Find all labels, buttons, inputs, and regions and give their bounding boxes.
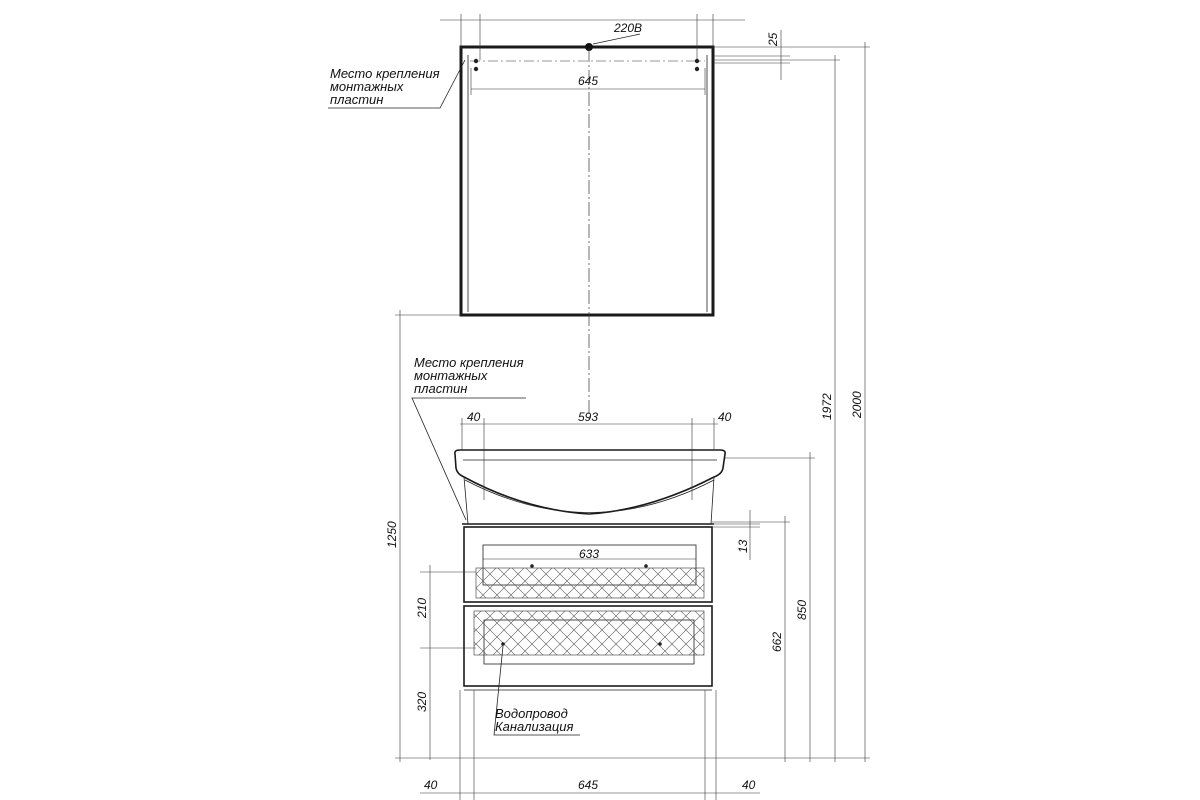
power-label: 220В	[614, 21, 643, 35]
vanity-height: 850	[795, 599, 809, 620]
bottom-dim-right: 40	[742, 778, 756, 792]
pipe-height-lower: 320	[415, 691, 429, 712]
drawer-top-height: 662	[770, 631, 784, 652]
vanity-note-line-3: пластин	[414, 381, 468, 396]
vanity-note-line-1: Место крепления	[414, 355, 524, 370]
drawer-inner-width: 633	[579, 547, 600, 561]
mirror-mount-height: 1972	[820, 393, 834, 420]
drawer-gap: 13	[736, 539, 750, 553]
handle-point	[658, 642, 662, 646]
utility-note-line-1: Водопровод	[495, 706, 568, 721]
mirror-note-line-1: Место крепления	[330, 66, 440, 81]
plate-point	[474, 67, 478, 71]
plate-point	[695, 67, 699, 71]
bottom-dimensions	[420, 690, 760, 800]
handle-point	[501, 642, 505, 646]
handle-point	[644, 564, 648, 568]
total-height: 2000	[850, 391, 864, 418]
utility-note	[495, 706, 573, 734]
vanity-note	[414, 355, 527, 396]
mirror-note-line-2: монтажных	[330, 79, 404, 94]
mirror-note	[330, 66, 443, 107]
mirror-cabinet	[328, 14, 790, 420]
vanity-margin-right: 40	[718, 410, 732, 424]
bottom-dim-center: 645	[578, 778, 599, 792]
mirror-note-line-3: пластин	[330, 92, 384, 107]
handle-point	[530, 564, 534, 568]
pipe-height-upper: 210	[415, 597, 429, 618]
mount-height: 1250	[385, 521, 399, 548]
mirror-plate-offset: 25	[766, 32, 780, 46]
mirror-plates	[470, 59, 705, 71]
utility-note-line-2: Канализация	[495, 719, 574, 734]
bottom-dim-left: 40	[424, 778, 438, 792]
vanity-margin-left: 40	[467, 410, 481, 424]
vanity-note-line-2: монтажных	[414, 368, 488, 383]
lower-drawer-lattice	[474, 611, 704, 655]
vanity-plate-spacing: 593	[578, 410, 599, 424]
upper-drawer-lattice	[476, 568, 704, 598]
vanity-unit	[412, 355, 760, 760]
mirror-plate-spacing: 645	[578, 74, 599, 88]
